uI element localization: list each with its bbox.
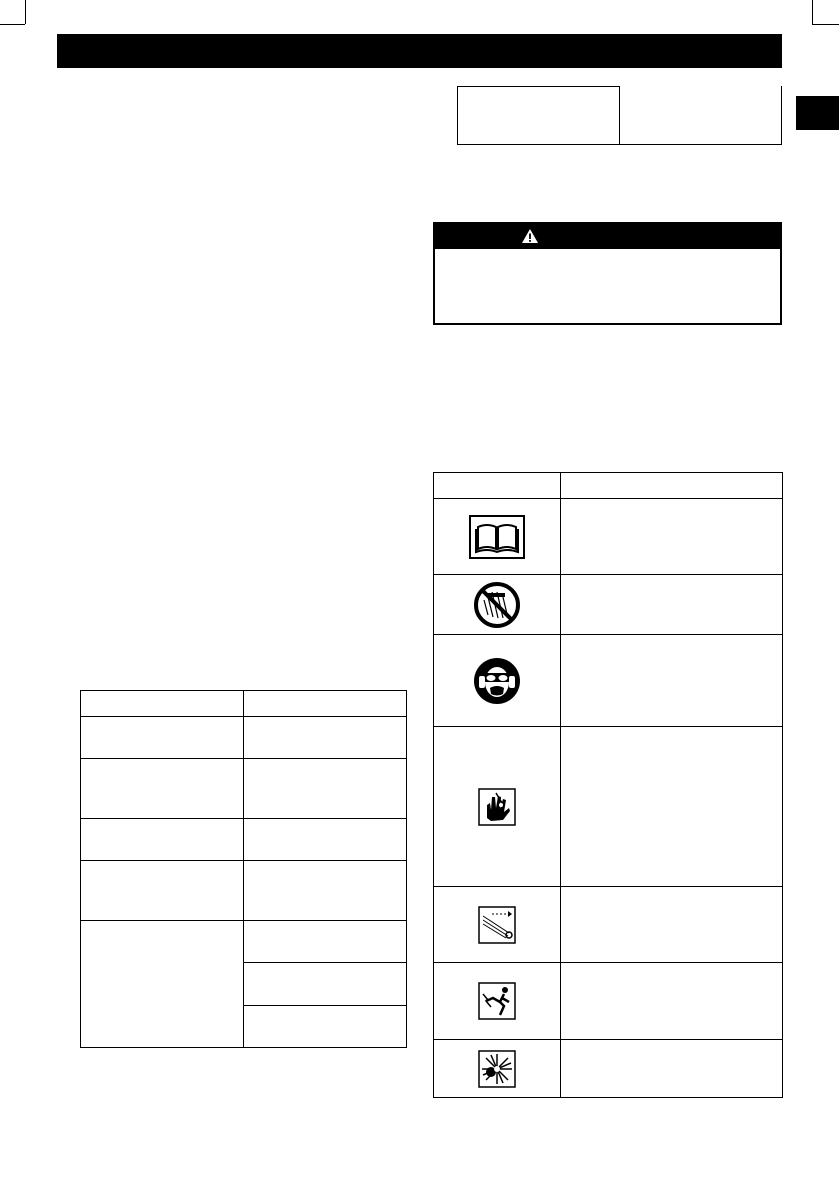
table-cell bbox=[244, 963, 407, 1006]
info-box-right-edge bbox=[781, 86, 782, 145]
hand-injury-gloves-icon bbox=[478, 788, 516, 826]
table-cell bbox=[81, 819, 244, 861]
table-cell bbox=[561, 635, 783, 727]
table-cell bbox=[561, 499, 783, 575]
table-cell bbox=[561, 887, 783, 963]
read-manual-icon bbox=[469, 515, 525, 559]
crop-mark-top-right-v bbox=[812, 0, 813, 24]
no-rain-exposure-icon bbox=[473, 581, 521, 629]
info-box-right-divider bbox=[619, 86, 620, 145]
table-row bbox=[81, 717, 407, 759]
table-row bbox=[81, 921, 407, 963]
table-cell bbox=[244, 921, 407, 963]
table-cell bbox=[81, 921, 244, 1048]
table-row bbox=[434, 499, 783, 575]
table-cell bbox=[561, 575, 783, 635]
table-cell bbox=[434, 727, 561, 887]
table-cell bbox=[244, 861, 407, 921]
warning-triangle-icon bbox=[521, 228, 539, 244]
table-row bbox=[434, 963, 783, 1040]
table-cell bbox=[244, 1006, 407, 1048]
language-tab bbox=[796, 96, 839, 130]
table-cell bbox=[561, 1040, 783, 1098]
table-cell bbox=[434, 963, 561, 1040]
electric-shock-icon bbox=[478, 982, 516, 1020]
table-row bbox=[434, 635, 783, 727]
table-cell bbox=[244, 759, 407, 819]
warning-box bbox=[433, 222, 782, 325]
table-cell bbox=[81, 861, 244, 921]
table-cell bbox=[434, 635, 561, 727]
symbols-table bbox=[433, 472, 783, 1098]
warning-header bbox=[435, 224, 780, 249]
specifications-table bbox=[80, 690, 407, 1048]
crop-mark-top-right-h bbox=[812, 24, 839, 25]
table-row bbox=[81, 861, 407, 921]
table-cell bbox=[561, 963, 783, 1040]
table-cell bbox=[81, 717, 244, 759]
eye-ear-protection-icon bbox=[473, 657, 521, 705]
table-cell bbox=[81, 759, 244, 819]
table-cell bbox=[434, 473, 561, 499]
table-row bbox=[434, 887, 783, 963]
table-cell bbox=[81, 691, 244, 717]
info-box-left-cell bbox=[457, 86, 620, 145]
table-cell bbox=[244, 691, 407, 717]
table-cell bbox=[244, 819, 407, 861]
crop-mark-top-left-h bbox=[0, 24, 25, 25]
section-header-bar bbox=[57, 34, 782, 68]
table-row bbox=[81, 691, 407, 717]
table-row bbox=[434, 1040, 783, 1098]
table-cell bbox=[244, 717, 407, 759]
crop-mark-top-left-v bbox=[25, 0, 26, 24]
flying-debris-icon bbox=[478, 906, 516, 944]
info-box-right-bottom bbox=[619, 144, 782, 145]
table-cell bbox=[434, 887, 561, 963]
table-row bbox=[81, 759, 407, 819]
explosion-icon bbox=[478, 1050, 516, 1088]
table-cell bbox=[434, 499, 561, 575]
table-cell bbox=[434, 575, 561, 635]
table-cell bbox=[561, 727, 783, 887]
table-row bbox=[81, 819, 407, 861]
table-cell bbox=[434, 1040, 561, 1098]
table-cell bbox=[561, 473, 783, 499]
table-row bbox=[434, 575, 783, 635]
table-row bbox=[434, 473, 783, 499]
table-row bbox=[434, 727, 783, 887]
